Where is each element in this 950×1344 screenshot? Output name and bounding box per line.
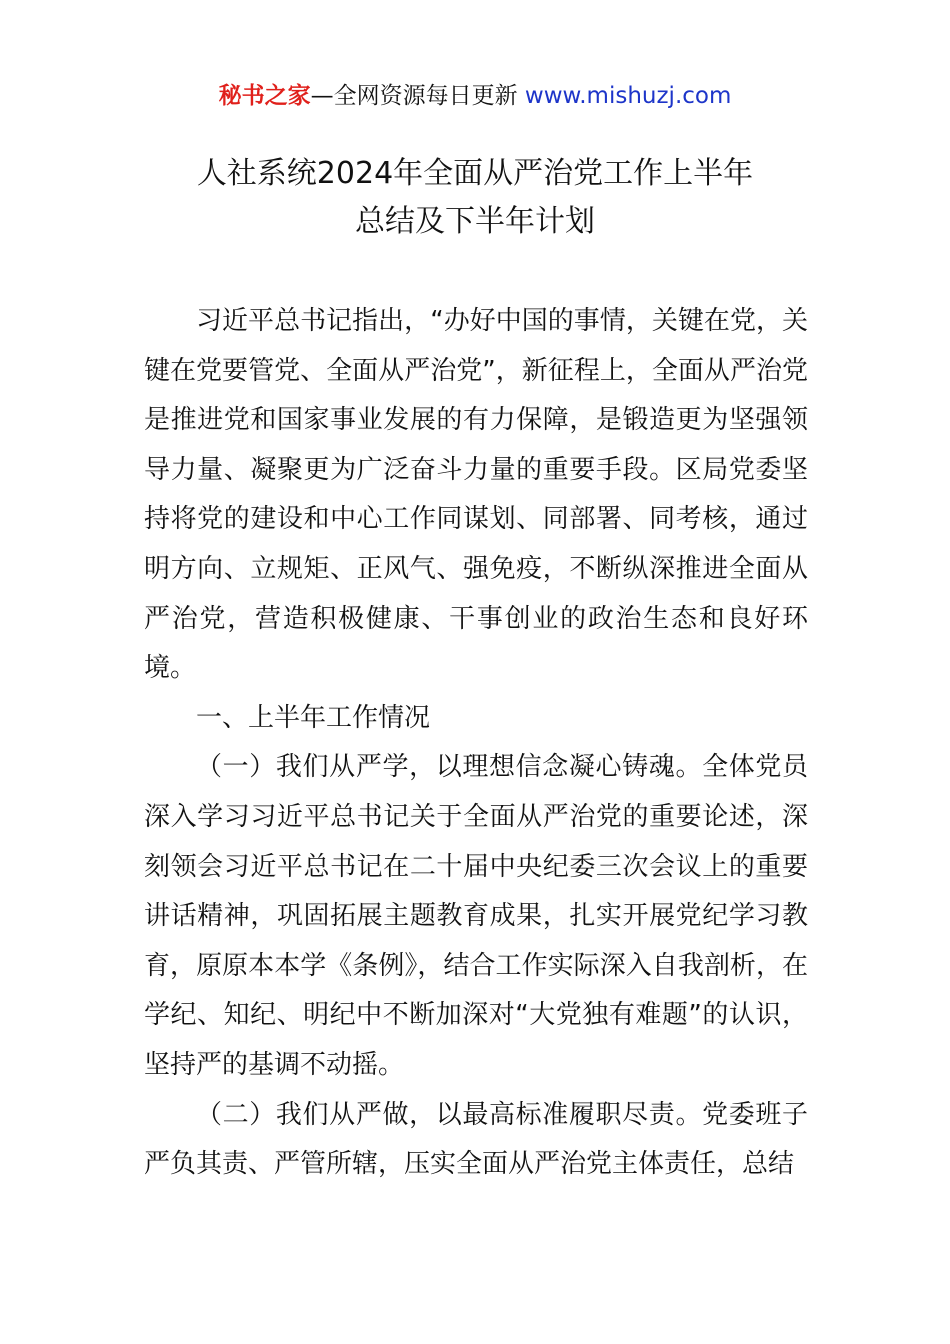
section-heading: 一、上半年工作情况 — [196, 702, 431, 733]
document-body — [144, 297, 808, 1190]
intro-paragraph: 习近平总书记指出，“办好中国的事情，关键在党，关键在党要管党、全面从严治党”，新征程上，全面从严治党是推进党和国家事业发展的有力保障，是锻造更为坚强领导力量、凝聚更为广泛奋斗力量的重要手段。区局党委坚持将党的建设和中心工作同谋划、同部署、同考核，通过明方向、立规矩、正风气、强免疫，不断纵深推进全面从严治党，营造积极健康、干事创业的政治生态和良好环境。 — [144, 306, 808, 684]
subsection-paragraph-2: （二）我们从严做，以最高标准履职尽责。党委班子严负其责、严管所辖，压实全面从严治党主体责任，总结 — [144, 1099, 808, 1180]
subsection-paragraph-1: （一）我们从严学，以理想信念凝心铸魂。全体党员深入学习习近平总书记关于全面从严治党的重要论述，深刻领会习近平总书记在二十届中央纪委三次会议上的重要讲话精神，巩固拓展主题教育成果，扎实开展党纪学习教育，原原本本学《条例》，结合工作实际深入自我剖析，在学纪、知纪、明纪中不断加深对“大党独有难题”的认识，坚持严的基调不动摇。 — [144, 752, 808, 1080]
site-url-link[interactable]: www.mishuzj.com — [524, 83, 732, 109]
site-slogan: —全网资源每日更新 — [310, 83, 518, 109]
site-header — [0, 80, 950, 112]
document-title-line-1: 人社系统2024年全面从严治党工作上半年 — [196, 156, 754, 191]
document-title — [0, 150, 950, 246]
site-brand: 秘书之家 — [218, 83, 311, 109]
document-title-line-2: 总结及下半年计划 — [355, 204, 595, 239]
